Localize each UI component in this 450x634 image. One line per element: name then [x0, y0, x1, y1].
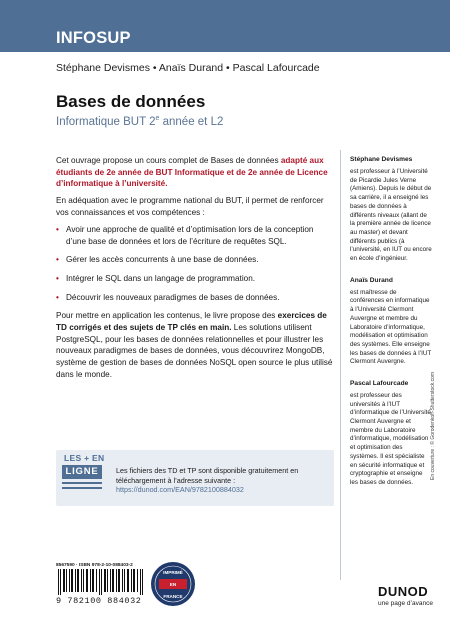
author-description: est professeur à l’Université de Picardie Jules Verne (Amiens). Depuis le début de sa carrière, il a enseigné les bases de données à différents niveaux (allant de la première année de licence au master) et devant différents publics (à l’université, en IUT ou encore en école d’ingénieur. [350, 168, 432, 262]
list-item [56, 273, 334, 285]
printed-in-france-seal-icon [150, 561, 196, 607]
list-item-text: Découvrir les nouveaux paradigmes de bases de données. [66, 292, 280, 302]
publisher-logo: DUNOD [378, 584, 429, 599]
isbn-label: 8567590 · ISBN 978-2-10-088403-2 [56, 563, 133, 568]
list-item-text: Intégrer le SQL dans un langage de programmation. [66, 274, 256, 284]
outro-paragraph [56, 310, 334, 380]
subtitle-text: Informatique BUT 2 [56, 115, 156, 128]
author-bio [350, 155, 432, 264]
program-paragraph: En adéquation avec le programme national du BUT, il permet de renforcer vos connaissances et vos compétences : [56, 195, 324, 217]
seal-bottom-text: FRANCE [163, 594, 183, 599]
badge-main-text: LIGNE [62, 465, 102, 479]
intro-paragraph [56, 155, 334, 190]
cover-credit: En couverture : © Gorodenkoff-Shutterstock.com [430, 371, 436, 480]
badge-top-text: LES + EN [64, 453, 105, 463]
subtitle-text-end: année et L2 [159, 115, 224, 128]
online-resources-box [56, 450, 334, 506]
author-description: est maîtresse de conférences en informatique à l’Université Clermont Auvergne et membre du Laboratoire d’informatique, modélisation et optimisation des systèmes. Elle enseigne les bases de données à l’IUT Clermont Auvergne. [350, 288, 432, 366]
outro-text: Pour mettre en application les contenus, le livre propose des [56, 311, 278, 321]
badge-decoration [62, 482, 108, 489]
bullet-marker: • [56, 225, 59, 235]
book-title: Bases de données [56, 92, 206, 111]
skills-list [56, 224, 334, 303]
list-item [56, 254, 334, 266]
list-item [56, 224, 334, 247]
list-item-text: Avoir une approche de qualité et d’optimisation lors de la conception d’une base de données et lors de l’écriture de requêtes SQL. [66, 225, 314, 246]
series-banner [0, 0, 450, 52]
author-description: est professeur des universités à l’IUT d’informatique de l’Université Clermont Auvergne et membre du Laboratoire d’informatique, modélisation et optimisation des systèmes. Il est spécialiste en sécurité informatique et cryptographie et enseigne les bases de données. [350, 392, 431, 486]
author-name: Pascal Lafourcade [350, 379, 409, 387]
download-link[interactable]: https://dunod.com/EAN/9782100884032 [116, 485, 244, 495]
bullet-marker: • [56, 274, 59, 284]
online-text: Les fichiers des TD et TP sont disponible gratuitement en téléchargement à l’adresse suivante : [116, 466, 299, 485]
author-name: Anaïs Durand [350, 276, 393, 284]
intro-highlight: adapté aux étudiants de 2e année de BUT Informatique et de 2e année de Licence d’informatique à l’université. [56, 156, 328, 189]
author-name: Stéphane Devismes [350, 156, 413, 163]
book-subtitle [56, 115, 223, 128]
description [56, 155, 334, 385]
intro-text: Cet ouvrage propose un cours complet de Bases de données [56, 156, 281, 165]
bullet-marker: • [56, 255, 59, 265]
seal-top-text: IMPRIMÉ [163, 570, 183, 575]
online-description [116, 466, 330, 495]
barcode-number: 9 782100 884032 [56, 596, 142, 606]
subtitle-superscript: e [155, 115, 160, 122]
online-badge [62, 453, 108, 503]
list-item [56, 292, 334, 304]
isbn-barcode [56, 563, 144, 607]
author-bio [350, 379, 432, 488]
authors-line: Stéphane Devismes • Anaïs Durand • Pascal Lafourcade [56, 62, 320, 74]
column-divider [340, 150, 341, 580]
barcode-icon [56, 569, 144, 595]
seal-middle-text: EN [169, 582, 177, 587]
outro-highlight: exercices de TD corrigés et des sujets de TP clés en main. [56, 311, 327, 333]
outro-text-end: Les solutions utilisent PostgreSQL, pour les bases de données relationnelles et pour illustrer les nouveaux paradigmes de bases de données, vous découvrirez MongoDB, système de gestion de bases de données NoSQL open source le plus utilisé dans le monde. [56, 323, 333, 379]
bullet-marker: • [56, 292, 59, 302]
publisher-tagline: une page d’avance [378, 600, 433, 607]
author-bio [350, 276, 432, 367]
author-bios [350, 155, 432, 500]
series-name: INFOSUP [56, 29, 131, 47]
list-item-text: Gérer les accès concurrents à une base de données. [66, 255, 259, 265]
